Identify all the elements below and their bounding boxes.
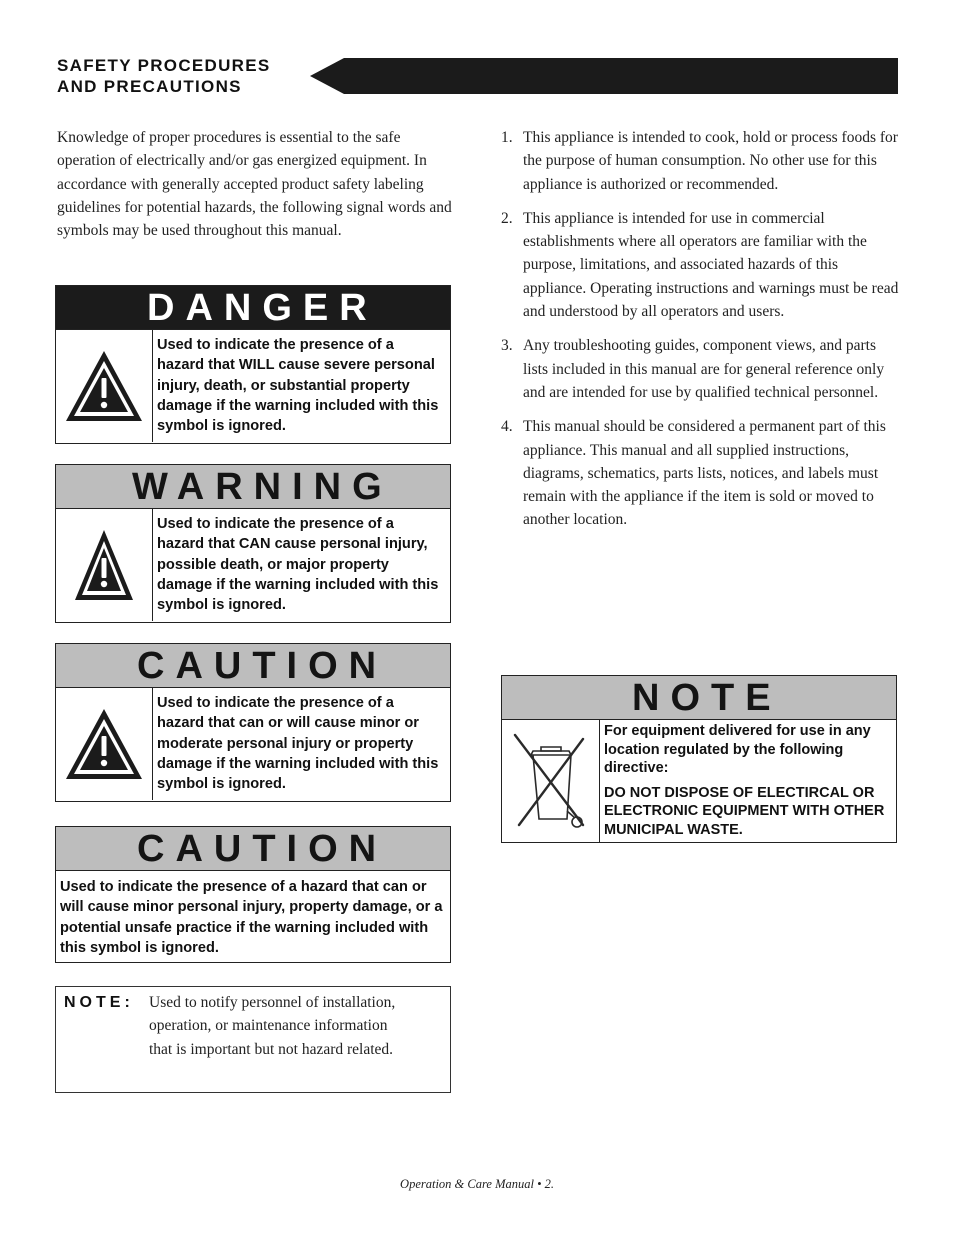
warning-icon-cell (56, 509, 153, 621)
list-item (501, 415, 901, 531)
note-heading: NOTE (502, 676, 896, 720)
list-item-number: 1. (501, 129, 513, 146)
section-title (57, 55, 317, 97)
list-item (501, 207, 901, 323)
caution-text: Used to indicate the presence of a hazard that can or will cause minor or moderate personal injury or property damage if the warning included with this symbol is ignored. (157, 695, 439, 793)
danger-box (55, 285, 451, 444)
danger-heading: DANGER (56, 286, 450, 330)
section-title-line2: AND PRECAUTIONS (57, 77, 242, 96)
warning-triangle-icon (63, 348, 145, 424)
note-box-weee (501, 675, 897, 843)
list-item-text: This manual should be considered a permanent part of this appliance. This manual and all supplied instructions, diagrams, schematics, parts lists, notices, and labels must remain with the appliance if the item is sold or moved to another location. (523, 418, 886, 529)
header-arrow-bar (310, 58, 898, 94)
list-item-text: Any troubleshooting guides, component views, and parts lists included in this manual are for general reference only and are intended for use by qualified technical personnel. (523, 337, 885, 401)
list-item-number: 4. (501, 418, 513, 436)
danger-text: Used to indicate the presence of a hazard that WILL cause severe personal injury, death, or substantial property damage if the warning included with this symbol is ignored. (157, 337, 439, 435)
caution-box (55, 643, 451, 802)
warning-heading: WARNING (56, 465, 450, 509)
page-footer: Operation & Care Manual • 2. (400, 1177, 554, 1191)
caution-heading: CAUTION (56, 644, 450, 688)
note-big-text-2: DO NOT DISPOSE OF ELECTIRCAL OR ELECTRONIC EQUIPMENT WITH OTHER MUNICIPAL WASTE. (604, 784, 885, 838)
list-item (501, 334, 901, 404)
list-item-text: This appliance is intended to cook, hold or process foods for the purpose of human consumption. No other use for this appliance is authorized or recommended. (523, 129, 898, 193)
note-big-text (600, 720, 896, 842)
warning-box (55, 464, 451, 623)
warning-triangle-icon (72, 527, 136, 603)
list-item-number: 2. (501, 209, 513, 227)
caution-text-2: Used to indicate the presence of a hazard that can or will cause minor personal injury, property damage, or a potential unsafe practice if the warning included with this symbol is ignored. (60, 879, 443, 956)
note-box-small (55, 986, 451, 1093)
note-big-text-1: For equipment delivered for use in any location regulated by the following directive: (604, 723, 871, 776)
list-item (501, 126, 901, 196)
warning-triangle-icon (63, 706, 145, 782)
danger-icon-cell (56, 330, 153, 442)
note-text: Used to notify personnel of installation, operation, or maintenance information that is important but not hazard related. (149, 994, 396, 1058)
list-item-text: This appliance is intended for use in commercial establishments where all operators are familiar with the purpose, limitations, and associated hazards of this appliance. Operating instructions and warnings must be read and understood by all operators and users. (523, 209, 899, 321)
warning-text: Used to indicate the presence of a hazard that CAN cause personal injury, possible death, or major property damage if the warning included with this symbol is ignored. (157, 516, 439, 614)
caution-icon-cell (56, 688, 153, 800)
section-title-line1: SAFETY PROCEDURES (57, 56, 271, 75)
caution-box-no-icon (55, 826, 451, 963)
safety-list (501, 126, 901, 543)
note-label: NOTE: (64, 994, 134, 1011)
caution-heading-2: CAUTION (56, 827, 450, 871)
intro-paragraph: Knowledge of proper procedures is essential to the safe operation of electrically and/or gas energized equipment. In accordance with generally accepted product safety labeling guidelines for potential hazards, the following signal words and symbols may be used throughout this manual. (57, 129, 452, 240)
list-item-number: 3. (501, 337, 513, 355)
weee-icon-cell (502, 720, 600, 842)
crossed-out-wheelie-bin-icon (509, 725, 593, 837)
